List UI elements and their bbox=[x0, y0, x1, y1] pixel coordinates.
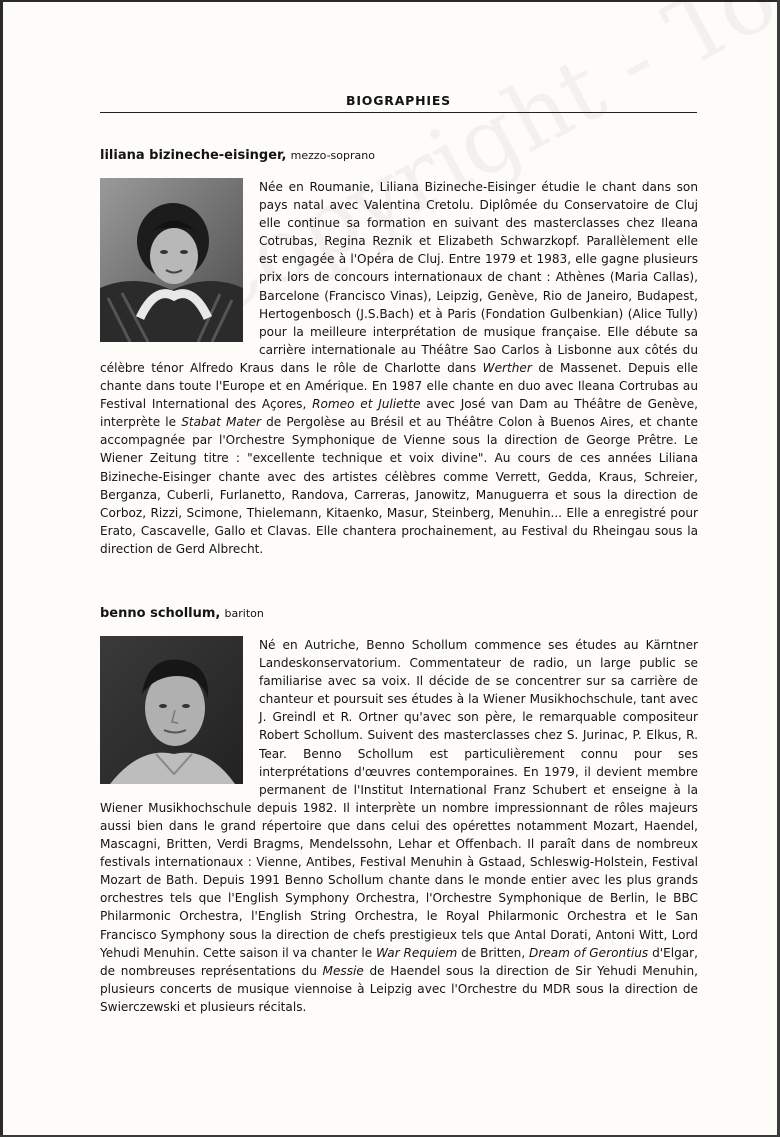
bio-text-run: de Haendel sous la direction de Sir Yehudi Menuhin, plusieurs concerts de musique viennoise à Leipzig avec l'Orchestre du MDR sous la direction de Swierczewski et plusieurs récitals. bbox=[100, 963, 698, 1014]
portrait-man-photo bbox=[100, 636, 243, 784]
header-rule bbox=[100, 112, 697, 113]
bio-text-run: Née en Roumanie, Liliana Bizineche-Eisinger étudie le chant dans son pays natal avec Valentina Cretolu. Diplômée du Conservatoire de Cluj elle continue sa formation en suivant des masterclasses chez Ileana Cotrubas, Regina Reznik et Elizabeth Schwarzkopf. Parallèlement elle est engagée à l'Opéra de Cluj. Entre 1979 et 1983, elle gagne plusieurs prix lors de concours internationaux de chant : Athènes (Maria Callas), Barcelone (Francisco Vinas), Leipzig, Genève, Rio de Janeiro, Budapest, Hertogenbosch (J.S.Bach) et à Paris (Fondation Gulbenkian) (Alice Tully) pour la meilleure interprétation de musique française. Elle débute sa carrière internationale au Théâtre Sao Carlos à Lisbonne aux côtés du célèbre ténor Alfredo Kraus dans le rôle de Charlotte dans bbox=[100, 180, 698, 375]
bio-text-run: Né en Autriche, Benno Schollum commence ses études au Kärntner Landeskonservatorium. Commentateur de radio, un large public se familiarise avec sa voix. Il décide de se concentrer sur sa carrière de chanteur et poursuit ses études à la Wiener Musikhochschule, tant avec J. Greindl et R. Ortner qu'avec son père, le remarquable compositeur Robert Schollum. Suivent des masterclasses chez S. Jurinac, P. Elkus, R. Tear. Benno Schollum est particulièrement connu pour ses interprétations d'œuvres contemporaines. En 1979, il devient membre permanent de l'Institut International Franz Schubert et enseigne à la Wiener Musikhochschule depuis 1982. Il interprète un nombre impressionnant de rôles majeurs aussi bien dans le grand répertoire que dans celui des opérettes notamment Mozart, Haendel, Mascagni, Britten, Verdi Bragms, Mendelssohn, Lehar et Offenbach. Il paraît dans de nombreux festivals internationaux : Vienne, Antibes, Festival Menuhin à Gstaad, Schleswig-Holstein, Festival Mozart de Bath. Depuis 1991 Benno Schollum chante dans le monde entier avec les plus grands orchestres tels que l'English Symphony Orchestra, l'Orchestre Symphonique de Berlin, le BBC Philarmonic Orchestra, l'English String Orchestra, le Royal Philarmonic Orchestra et le San Francisco Symphony sous la direction de chefs prestigieux tels que Antal Dorati, Antoni Witt, Lord Yehudi Menuhin. Cette saison il va chanter le bbox=[100, 638, 698, 960]
work-title: Messie bbox=[322, 963, 364, 978]
bio-name: benno schollum, bbox=[100, 606, 221, 621]
bio-heading bbox=[100, 146, 698, 166]
work-title: War Requiem bbox=[376, 945, 458, 960]
page-header-title: BIOGRAPHIES bbox=[346, 93, 451, 108]
bio-text-run: d'Elgar, de nombreuses représentations du bbox=[100, 945, 698, 978]
portrait-man-icon bbox=[100, 636, 243, 784]
portrait-woman-photo bbox=[100, 178, 243, 342]
page-border-left bbox=[0, 0, 3, 1137]
bio-heading bbox=[100, 604, 698, 624]
bio-name: liliana bizineche-eisinger, bbox=[100, 148, 287, 163]
portrait-woman-icon bbox=[100, 178, 243, 342]
bio-text-run: de Massenet. Depuis elle chante dans toute l'Europe et en Amérique. En 1987 elle chante en duo avec Ileana Cortrubas au Festival International des Açores, bbox=[100, 360, 698, 412]
bio-text-run: de Pergolèse au Brésil et au Théâtre Colon à Buenos Aires, et chante accompagnée par l'Orchestre Symphonique de Vienne sous la direction de George Prêtre. Le Wiener Zeitung titre : "excellente technique et voix divine". Au cours de ces années Liliana Bizineche-Eisinger chante avec des artistes célèbres comme Verrett, Gedda, Kraus, Schreier, Berganza, Cuberli, Furlanetto, Randova, Carreras, Janowitz, Manuguerra et sous la direction de Corboz, Rizzi, Scimone, Thielemann, Kitaenko, Masur, Steinberg, Menuhin... Elle a enregistré pour Erato, Cascavelle, Gallo et Clavas. Elle chantera prochainement, au Festival du Rheingau sous la direction de Gerd Albrecht. bbox=[100, 415, 698, 556]
bio-text-run: de Britten, bbox=[457, 945, 530, 960]
work-title: Romeo et Juliette bbox=[312, 397, 421, 412]
work-title: Werther bbox=[482, 360, 532, 375]
work-title: Stabat Mater bbox=[181, 415, 261, 430]
bio-role: mezzo-soprano bbox=[290, 149, 375, 162]
biography-benno bbox=[100, 604, 698, 1016]
work-title: Dream of Gerontius bbox=[529, 945, 649, 960]
bio-role: bariton bbox=[224, 607, 264, 620]
bio-text-run: avec José van Dam au Théâtre de Genève, interprète le bbox=[100, 397, 698, 430]
biography-liliana bbox=[100, 146, 698, 558]
page-border-top bbox=[0, 0, 780, 2]
